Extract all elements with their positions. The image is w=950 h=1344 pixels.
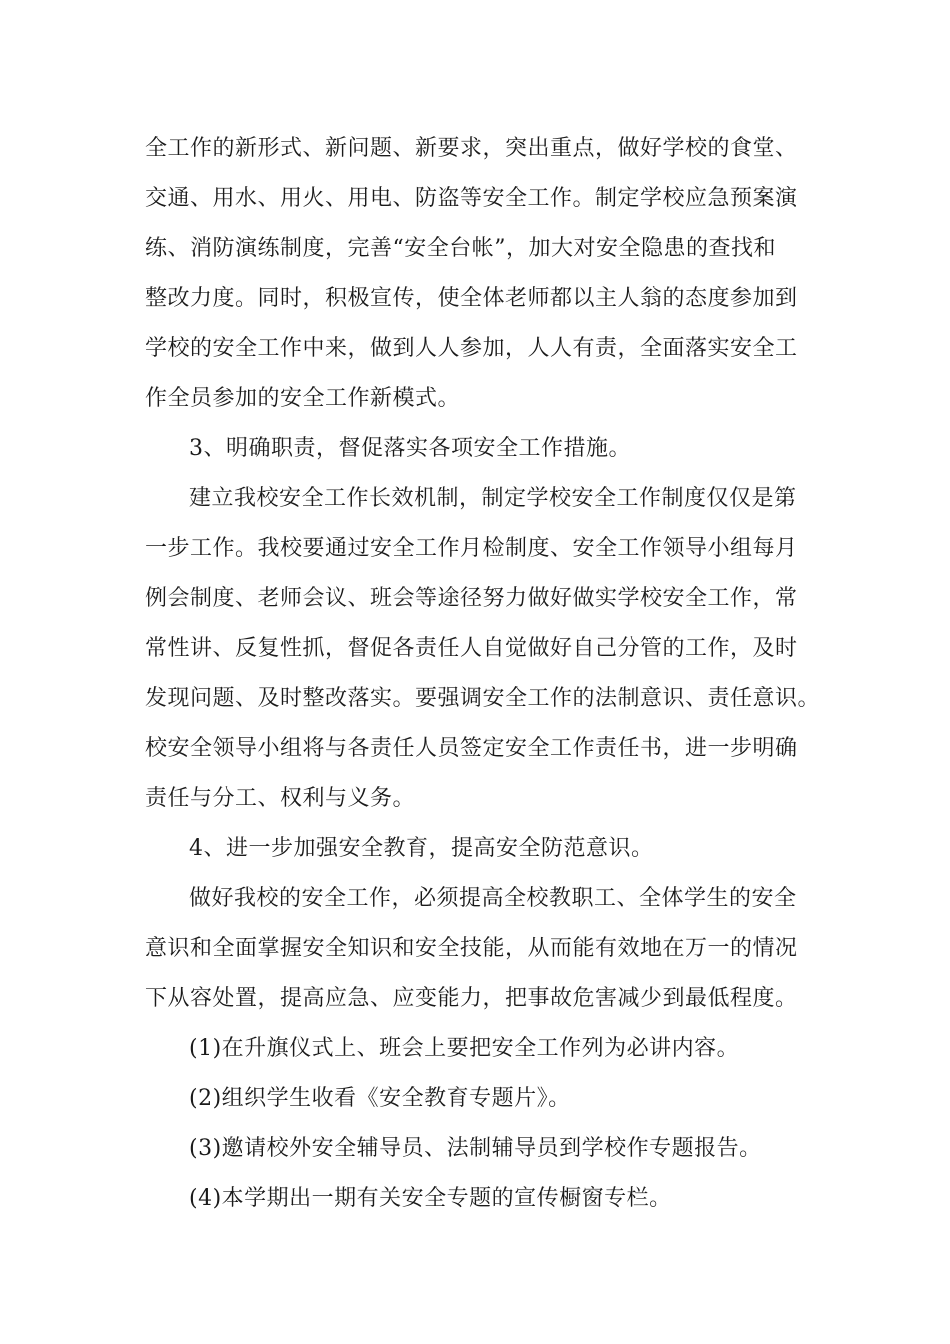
text-line: 下从容处置，提高应急、应变能力，把事故危害减少到最低程度。: [145, 986, 798, 1011]
text-line: 发现问题、及时整改落实。要强调安全工作的法制意识、责任意识。: [145, 686, 821, 711]
text-line: 整改力度。同时，积极宣传，使全体老师都以主人翁的态度参加到: [145, 286, 798, 311]
text-line: 作全员参加的安全工作新模式。: [145, 386, 461, 411]
text-line: 4、进一步加强安全教育，提高安全防范意识。: [189, 836, 654, 861]
text-line: 例会制度、老师会议、班会等途径努力做好做实学校安全工作，常: [145, 586, 798, 611]
text-line: 学校的安全工作中来，做到人人参加，人人有责，全面落实安全工: [145, 336, 798, 361]
text-line: 3、明确职责，督促落实各项安全工作措施。: [189, 436, 631, 461]
text-line: 意识和全面掌握安全知识和安全技能，从而能有效地在万一的情况: [145, 936, 798, 961]
text-line: (3)邀请校外安全辅导员、法制辅导员到学校作专题报告。: [189, 1136, 762, 1161]
text-line: (4)本学期出一期有关安全专题的宣传橱窗专栏。: [189, 1186, 672, 1211]
text-line: 一步工作。我校要通过安全工作月检制度、安全工作领导小组每月: [145, 536, 798, 561]
text-line: 建立我校安全工作长效机制，制定学校安全工作制度仅仅是第: [189, 486, 797, 511]
text-line: 校安全领导小组将与各责任人员签定安全工作责任书，进一步明确: [145, 736, 798, 761]
text-line: (1)在升旗仪式上、班会上要把安全工作列为必讲内容。: [189, 1036, 740, 1061]
text-line: 交通、用水、用火、用电、防盗等安全工作。制定学校应急预案演: [145, 186, 798, 211]
text-line: 练、消防演练制度，完善“安全台帐”，加大对安全隐患的查找和: [145, 236, 776, 261]
text-line: 做好我校的安全工作，必须提高全校教职工、全体学生的安全: [189, 886, 797, 911]
text-line: (2)组织学生收看《安全教育专题片》。: [189, 1086, 571, 1111]
text-line: 常性讲、反复性抓，督促各责任人自觉做好自己分管的工作，及时: [145, 636, 798, 661]
document-body: [145, 124, 825, 1224]
text-line: 全工作的新形式、新问题、新要求，突出重点，做好学校的食堂、: [145, 136, 798, 161]
text-line: 责任与分工、权利与义务。: [145, 786, 416, 811]
